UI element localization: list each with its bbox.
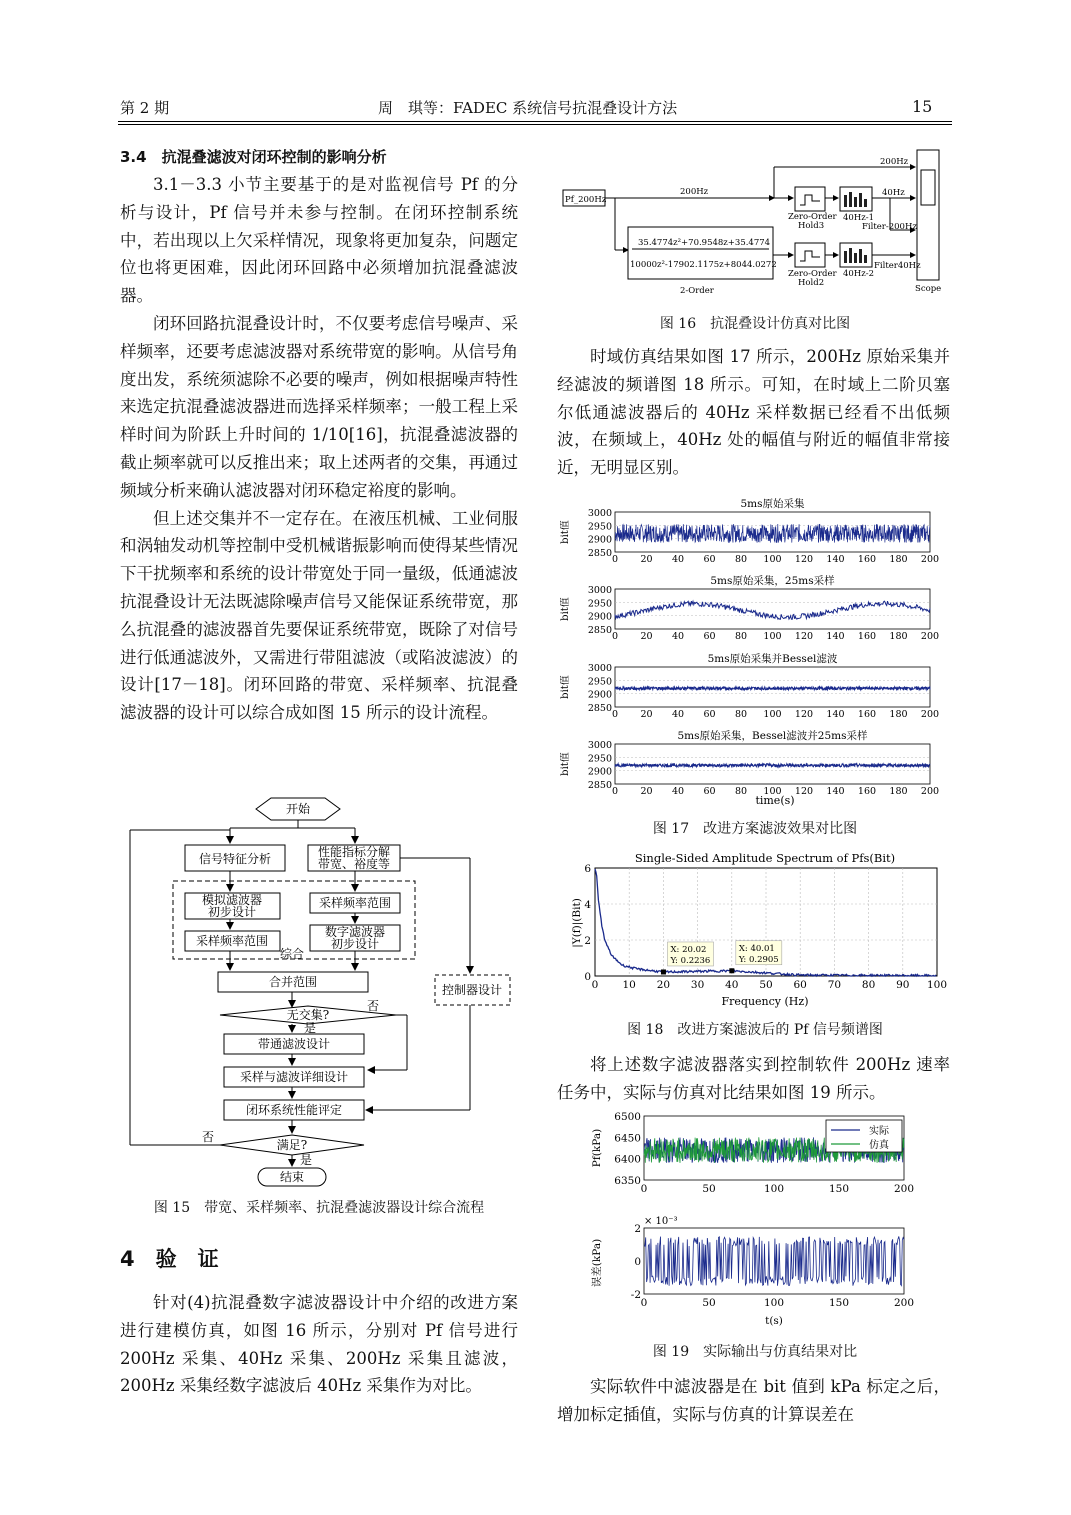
fig17-xtick: 0 — [611, 709, 619, 720]
figure-16-block-diagram — [560, 145, 950, 300]
controller-label: 控制器设计 — [441, 983, 503, 997]
fig18-ytick: 2 — [584, 935, 591, 947]
end-label: 结束 — [279, 1170, 305, 1184]
fig19-bot-xtick: 150 — [828, 1297, 850, 1309]
fig17-xtick: 140 — [826, 554, 845, 565]
fig17-xtick: 120 — [794, 709, 814, 720]
perf-label-1: 性能指标分解 — [317, 845, 391, 859]
fig17-ytick: 2850 — [587, 703, 612, 714]
fig19-bot-ytick: -2 — [630, 1289, 641, 1301]
paragraph: 时域仿真结果如图 17 所示，200Hz 原始采集并经滤波的频谱图 18 所示。可知，在时域上二阶贝塞尔低通滤波器后的 40Hz 采样数据已经看不出低频波，在频域上，40Hz 处的幅值与附近的幅值非常接近，无明显区别。 — [557, 347, 950, 478]
section-3-4-body — [120, 171, 518, 727]
section-4-body — [120, 1289, 518, 1400]
figure-19-plots — [580, 1108, 920, 1328]
figure-17-caption: 图 17 改进方案滤波效果对比图 — [652, 821, 858, 837]
fig17-ylabel: bit值 — [560, 675, 571, 699]
start-label: 开始 — [285, 802, 311, 816]
fig17-ytick: 2850 — [587, 780, 612, 791]
fig18-ytick: 4 — [584, 899, 591, 911]
fig18-xlabel: Frequency (Hz) — [721, 995, 809, 1008]
label-200hz-top: 200Hz — [880, 157, 909, 167]
figure-15-flowchart — [120, 795, 520, 1190]
fig17-ytick: 2900 — [587, 689, 612, 701]
fig18-xtick: 80 — [861, 979, 876, 991]
right-text-1 — [557, 343, 950, 482]
analog-label-1: 模拟滤波器 — [201, 893, 263, 907]
fig17-ytick: 3000 — [587, 585, 612, 596]
fig17-xtick: 60 — [703, 631, 716, 642]
fig17-xtick: 200 — [920, 709, 940, 720]
yes-label: 是 — [303, 1021, 317, 1035]
analog-label-2: 初步设计 — [207, 905, 257, 919]
fig17-series-0 — [615, 524, 930, 543]
fig17-xtick: 20 — [640, 709, 653, 720]
fig17-xtick: 0 — [611, 786, 619, 797]
combine-label: 综合 — [279, 947, 305, 961]
page-number: 15 — [912, 97, 933, 116]
fig17-xtick: 20 — [640, 786, 653, 797]
fig18-datatip-y: Y: 0.2236 — [670, 955, 711, 966]
fig18-datatip-x: X: 20.02 — [670, 944, 707, 955]
fig19-top-xtick: 50 — [702, 1183, 716, 1195]
fig17-xtick: 20 — [640, 554, 653, 565]
zoh2-label-1: Zero-Order — [788, 269, 837, 279]
fig17-ytick: 2900 — [587, 534, 612, 546]
satisfied-label: 满足? — [276, 1138, 308, 1152]
fig18-xtick: 20 — [656, 979, 671, 991]
fig17-title-3: 5ms原始采集，Bessel滤波并25ms采样 — [677, 730, 868, 742]
fig19-bot-xtick: 0 — [640, 1297, 648, 1309]
fig18-ytick: 6 — [584, 863, 591, 875]
fig17-xtick: 60 — [703, 709, 716, 720]
figure-19-caption: 图 19 实际输出与仿真结果对比 — [652, 1344, 858, 1360]
fig17-ytick: 2900 — [587, 766, 612, 778]
transfer-function-block — [628, 227, 773, 279]
figure-18-spectrum — [560, 848, 950, 1010]
fig18-xtick: 100 — [926, 979, 948, 991]
fig17-xtick: 60 — [703, 554, 716, 565]
fig18-xtick: 60 — [793, 979, 807, 991]
fig17-xtick: 20 — [640, 631, 653, 642]
fig18-datatip-x: X: 40.01 — [738, 943, 775, 954]
fig19-top-xtick: 150 — [828, 1183, 850, 1195]
fig17-xtick: 180 — [889, 554, 908, 565]
fig18-datatip-marker — [661, 969, 666, 974]
fig18-xtick: 50 — [759, 979, 773, 991]
scope-label: Scope — [915, 284, 942, 294]
right-text-2 — [557, 1051, 950, 1107]
input-label: Pf_200Hz — [565, 195, 607, 205]
fig17-xtick: 100 — [763, 786, 782, 797]
section-3-4-title: 3.4 抗混叠滤波对闭环控制的影响分析 — [120, 148, 387, 166]
running-header-left: 第 2 期 — [120, 99, 170, 117]
fig19-top-xtick: 0 — [640, 1183, 648, 1195]
fig17-xtick: 100 — [763, 709, 782, 720]
fig17-xtick: 200 — [920, 786, 940, 797]
fig19-bot-xtick: 100 — [763, 1297, 785, 1309]
figure-16-caption: 图 16 抗混叠设计仿真对比图 — [659, 316, 851, 332]
signal-label: 信号特征分析 — [198, 852, 272, 866]
figure-17-plots — [560, 487, 950, 809]
fig17-xtick: 80 — [734, 554, 748, 565]
fig17-ytick: 3000 — [587, 663, 612, 674]
fig17-title-0: 5ms原始采集 — [740, 498, 805, 510]
fig17-ylabel: bit值 — [560, 597, 571, 621]
no2-label: 否 — [201, 1130, 215, 1144]
fig18-datatip-marker — [729, 968, 734, 973]
fig19-top-ytick: 6450 — [614, 1132, 641, 1145]
fig17-xtick: 40 — [671, 709, 685, 720]
bandstop-label: 带通滤波设计 — [257, 1037, 331, 1051]
f40-2-label: 40Hz-2 — [843, 269, 874, 279]
perf-label-2: 带宽、裕度等 — [317, 857, 391, 871]
paragraph: 针对(4)抗混叠数字滤波器设计中介绍的改进方案进行建模仿真，如图 16 所示，分别对 Pf 信号进行 200Hz 采集、40Hz 采集、200Hz 采集且滤波，200Hz 采集经数字滤波后 40Hz 采集作为对比。 — [120, 1293, 518, 1396]
yes2-label: 是 — [299, 1153, 313, 1167]
order-label: 2-Order — [680, 286, 714, 296]
fig18-xtick: 0 — [591, 979, 599, 991]
fs-range-label-1: 采样频率范围 — [318, 896, 392, 910]
fig19-error-series — [644, 1236, 904, 1285]
fig17-ytick: 2900 — [587, 611, 612, 623]
fig17-xtick: 120 — [794, 631, 814, 642]
fig18-xtick: 30 — [690, 979, 705, 991]
label-200hz: 200Hz — [680, 187, 709, 197]
fig17-xtick: 100 — [763, 554, 782, 565]
fig18-xtick: 10 — [622, 979, 636, 991]
digital-label-2: 初步设计 — [330, 937, 380, 951]
filter200-label: Filter-200Hz — [862, 222, 917, 232]
fig17-xtick: 100 — [763, 631, 782, 642]
header-rule-bottom — [118, 124, 952, 125]
merge-label: 合并范围 — [268, 975, 318, 989]
section-4-title: 4 验 证 — [120, 1247, 219, 1271]
label-40hz: 40Hz — [882, 188, 905, 198]
fig19-bot-ytick: 0 — [634, 1256, 641, 1268]
numerator-label: 35.4774z²+70.9548z+35.4774 — [638, 238, 771, 248]
fig17-xtick: 120 — [794, 786, 814, 797]
zoh3-block — [795, 187, 825, 211]
fig19-legend — [826, 1120, 902, 1152]
legend-sim: 仿真 — [869, 1140, 889, 1151]
fig17-ytick: 2850 — [587, 548, 612, 559]
fig17-xtick: 140 — [826, 709, 845, 720]
fig19-exponent: × 10⁻³ — [644, 1216, 678, 1227]
fig19-bot-ylabel: 误差(kPa) — [591, 1238, 603, 1288]
figure-18-caption: 图 18 改进方案滤波后的 Pf 信号频谱图 — [627, 1022, 883, 1038]
fig17-ytick: 3000 — [587, 508, 612, 519]
fig17-xtick: 200 — [920, 631, 940, 642]
fig17-xtick: 40 — [671, 786, 685, 797]
fig19-top-xtick: 200 — [893, 1183, 915, 1195]
fig17-series-2 — [615, 687, 930, 690]
fig17-xtick: 160 — [857, 786, 877, 797]
zoh2-label-2: Hold2 — [798, 278, 825, 288]
paragraph: 3.1－3.3 小节主要基于的是对监视信号 Pf 的分析与设计，Pf 信号并未参与控制。在闭环控制系统中，若出现以上欠采样情况，现象将更加复杂，问题定位也将更困难，因此闭环回路中必须增加抗混叠滤波器。 — [120, 175, 518, 306]
fig17-xtick: 80 — [734, 631, 748, 642]
figure-15-caption: 图 15 带宽、采样频率、抗混叠滤波器设计综合流程 — [153, 1200, 485, 1216]
fs-range-label-2: 采样频率范围 — [195, 934, 269, 948]
fig17-xtick: 0 — [611, 554, 619, 565]
fig17-xtick: 40 — [671, 631, 685, 642]
fig17-xtick: 180 — [889, 631, 908, 642]
f40-1-label: 40Hz-1 — [843, 213, 874, 223]
paragraph: 但上述交集并不一定存在。在液压机械、工业伺服和涡轴发动机等控制中受机械谐振影响而使得某些情况下干扰频率和系统的设计带宽处于同一量级，低通滤波抗混叠设计无法既滤除噪声信号又能保证系统带宽，那么抗混叠的滤波器首先要保证系统带宽，既除了对信号进行低通滤波外，又需进行带阻滤波（或陷波滤波）的设计[17－18]。闭环回路的带宽、采样频率、抗混叠滤波器的设计可以综合成如图 15 所示的设计流程。 — [120, 508, 518, 723]
fig19-top-ylabel: Pf(kPa) — [591, 1128, 603, 1168]
digital-label-1: 数字滤波器 — [324, 925, 386, 939]
fig18-xtick: 40 — [725, 979, 739, 991]
fig17-series-1 — [615, 601, 930, 619]
fig17-xtick: 180 — [889, 786, 908, 797]
fig17-xtick: 160 — [857, 554, 877, 565]
fig17-xlabel: time(s) — [755, 794, 795, 807]
fig17-ytick: 2950 — [587, 521, 612, 533]
fig18-datatip-y: Y: 0.2905 — [738, 954, 779, 965]
fig19-top-ytick: 6500 — [614, 1111, 641, 1123]
fig17-xtick: 80 — [734, 709, 748, 720]
no-intersect-label: 无交集? — [286, 1008, 330, 1022]
fig18-ytick: 0 — [584, 971, 591, 983]
fig17-xtick: 120 — [794, 554, 814, 565]
fig17-ytick: 3000 — [587, 740, 612, 751]
detail-label: 采样与滤波详细设计 — [239, 1070, 349, 1084]
zoh2-block — [795, 243, 825, 267]
fig17-xtick: 160 — [857, 709, 877, 720]
paragraph: 实际软件中滤波器是在 bit 值到 kPa 标定之后，增加标定插值，实际与仿真的计算误差在 — [557, 1377, 950, 1424]
running-header-title: 周 琪等：FADEC 系统信号抗混叠设计方法 — [378, 99, 678, 117]
fig17-ytick: 2950 — [587, 598, 612, 610]
zoh3-label-2: Hold3 — [798, 221, 825, 231]
fig19-xlabel: t(s) — [765, 1315, 783, 1327]
no-label: 否 — [366, 999, 380, 1013]
fig19-top-ytick: 6350 — [614, 1175, 641, 1187]
fig19-top-xtick: 100 — [763, 1183, 785, 1195]
paragraph: 将上述数字滤波器落实到控制软件 200Hz 速率任务中，实际与仿真对比结果如图 19 所示。 — [557, 1055, 950, 1102]
legend-actual: 实际 — [869, 1126, 889, 1137]
fig17-title-1: 5ms原始采集，25ms采样 — [710, 575, 835, 587]
fig17-xtick: 80 — [734, 786, 748, 797]
fig17-xtick: 200 — [920, 554, 940, 565]
fig17-ytick: 2950 — [587, 753, 612, 765]
fig19-bot-ytick: 2 — [634, 1223, 641, 1235]
closed-loop-label: 闭环系统性能评定 — [245, 1103, 343, 1117]
fig17-ylabel: bit值 — [560, 752, 571, 776]
paragraph: 闭环回路抗混叠设计时，不仅要考虑信号噪声、采样频率，还要考虑滤波器对系统带宽的影响。从信号角度出发，系统须滤除不必要的噪声，例如根据噪声特性来选定抗混叠滤波器进而选择采样频率；一般工程上采样时间为阶跃上升时间的 1/10[16]，抗混叠滤波器的截止频率就可以反推出来；取上述两者的交集，再通过频域分析来确认滤波器对闭环稳定裕度的影响。 — [120, 313, 518, 500]
filter40-label: Filter40Hz — [874, 261, 921, 271]
fig17-ytick: 2850 — [587, 625, 612, 636]
zoh3-label-1: Zero-Order — [788, 212, 837, 222]
fig18-xtick: 70 — [827, 979, 842, 991]
fig17-ytick: 2950 — [587, 676, 612, 688]
header-rule-top — [118, 121, 952, 122]
fig18-title: Single-Sided Amplitude Spectrum of Pfs(Bit) — [634, 851, 896, 865]
fig19-bot-xtick: 200 — [893, 1297, 915, 1309]
fig17-xtick: 40 — [671, 554, 685, 565]
fig17-xtick: 180 — [889, 709, 908, 720]
denominator-label: 10000z²-17902.1175z+8044.0272 — [630, 260, 777, 270]
fig17-xtick: 60 — [703, 786, 716, 797]
fig18-ylabel: |Y(f)|(Bit) — [571, 898, 583, 948]
fig18-xtick: 90 — [896, 979, 910, 991]
fig19-top-ytick: 6400 — [614, 1153, 641, 1166]
fig17-xtick: 0 — [611, 631, 619, 642]
fig19-bot-xtick: 50 — [702, 1297, 716, 1309]
fig17-title-2: 5ms原始采集并Bessel滤波 — [707, 653, 838, 665]
fig17-xtick: 160 — [857, 631, 877, 642]
fig17-xtick: 140 — [826, 631, 845, 642]
fig17-xtick: 140 — [826, 786, 845, 797]
fig17-ylabel: bit值 — [560, 520, 571, 544]
fig17-series-3 — [615, 764, 930, 767]
right-text-3 — [557, 1373, 950, 1429]
